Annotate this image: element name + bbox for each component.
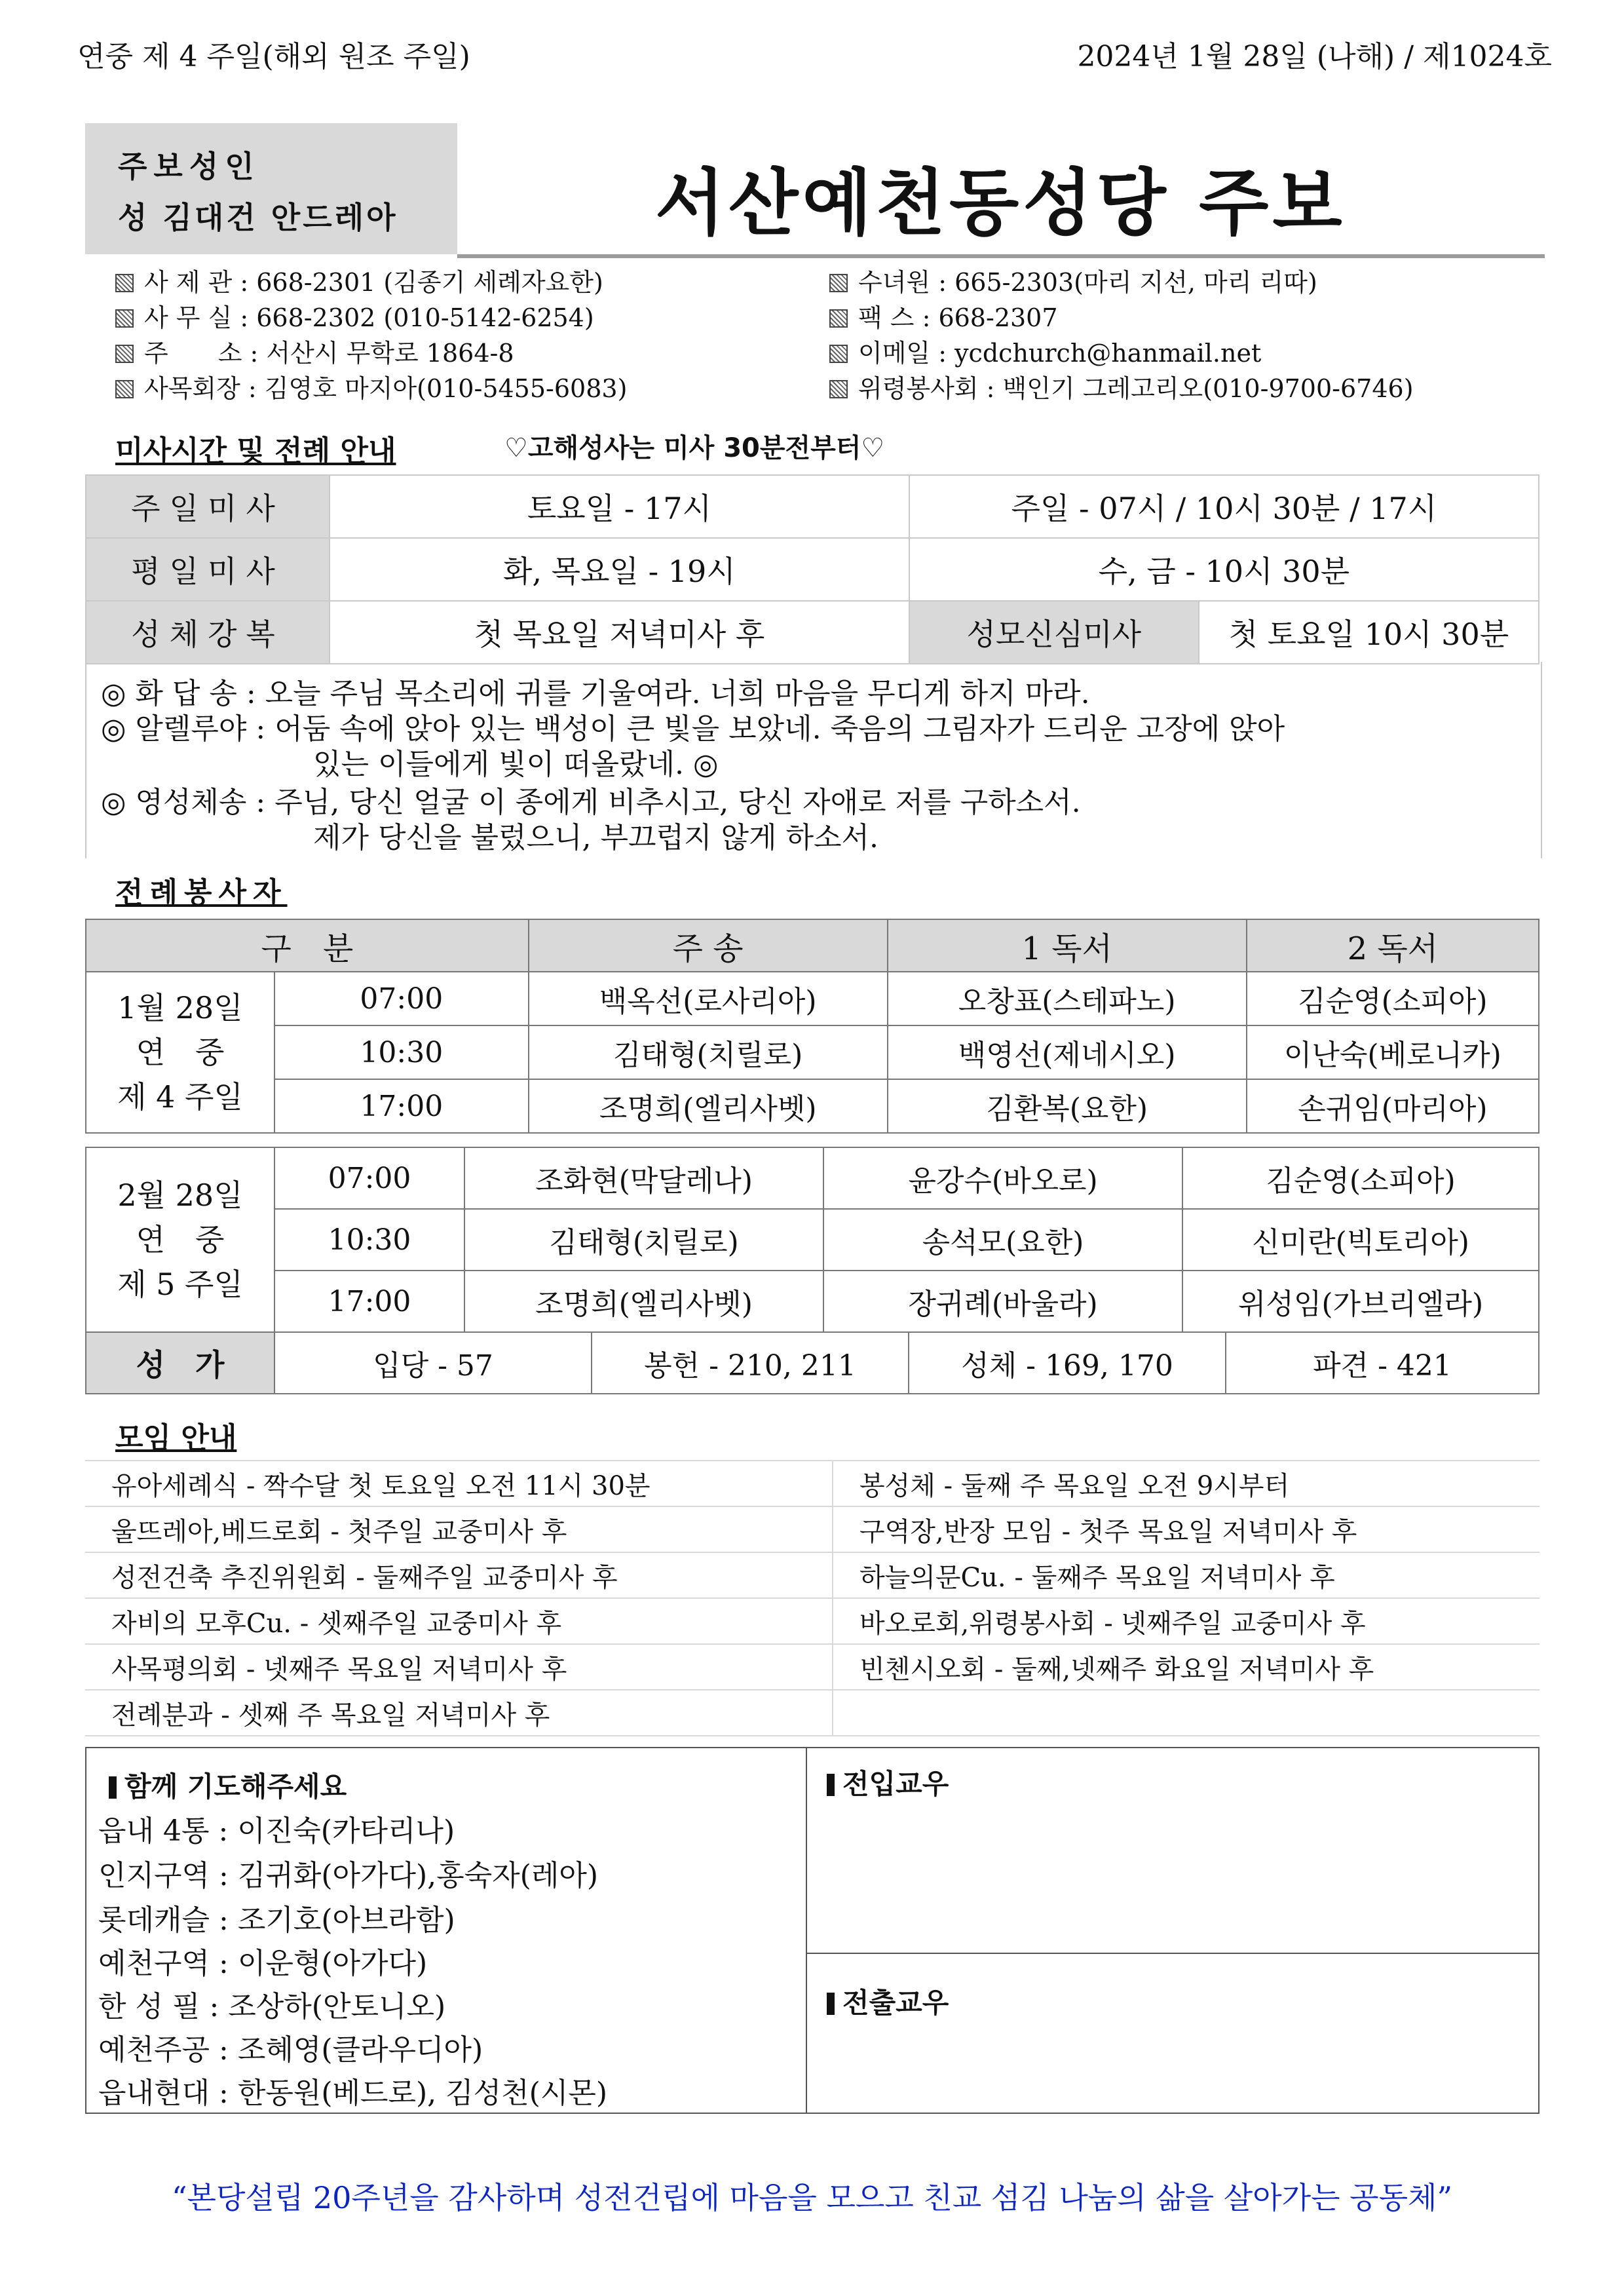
prayer-item: 인지구역 : 김귀화(아가다),홍숙자(레아)	[98, 1859, 599, 1892]
prayer-item: 한 성 필 : 조상하(안토니오)	[98, 1990, 446, 2023]
prayer-item: 읍내현대 : 한동원(베드로), 김성천(시몬)	[98, 2076, 607, 2110]
table-cell: 조명희(엘리사벳)	[464, 1271, 823, 1332]
responsorial-psalm: ◎ 화 답 송 : 오늘 주님 목소리에 귀를 기울여라. 너희 마음을 무디게 하지 마라.	[101, 677, 1090, 710]
meetings-title: 모임 안내	[115, 1421, 237, 1455]
table-cell: 오창표(스테파노)	[888, 972, 1247, 1025]
contact-office: 사 무 실 : 668-2302 (010-5142-6254)	[115, 297, 594, 334]
bullet-bar-icon	[109, 1776, 117, 1799]
box-divider	[807, 1953, 1538, 1954]
issue-date-number: 2024년 1월 28일 (나해) / 제1024호	[1077, 40, 1552, 73]
sunday-mass-saturday: 토요일 - 17시	[330, 475, 909, 538]
meetings-table	[85, 1460, 1539, 1736]
alleluia-verse: ◎ 알렐루야 : 어둠 속에 앉아 있는 백성이 큰 빛을 보았네. 죽음의 그림자가 드리운 고장에 앉아	[101, 712, 1285, 746]
servers-header-category: 구 분	[86, 919, 529, 972]
transfer-out-title: 전출교우	[827, 1981, 949, 2021]
transfer-in-title: 전입교우	[827, 1763, 949, 1802]
marian-mass-label: 성모신심미사	[909, 601, 1199, 664]
list-item: 바오로회,위령봉사회 - 넷째주일 교중미사 후	[833, 1598, 1539, 1644]
table-cell: 조명희(엘리사벳)	[529, 1079, 888, 1133]
hymn-entrance: 입당 - 57	[274, 1332, 592, 1394]
weekday-mass-wed-fri: 수, 금 - 10시 30분	[909, 538, 1539, 601]
table-cell: 이난숙(베로니카)	[1247, 1025, 1539, 1079]
contact-rectory: 사 제 관 : 668-2301 (김종기 세례자요한)	[115, 262, 603, 298]
table-cell: 10:30	[274, 1025, 529, 1079]
table-cell: 김환복(요한)	[888, 1079, 1247, 1133]
list-item: 성전건축 추진위원회 - 둘째주일 교중미사 후	[85, 1552, 833, 1598]
patron-saint-box	[85, 123, 457, 254]
table-cell: 김순영(소피아)	[1247, 972, 1539, 1025]
table-cell: 17:00	[274, 1079, 529, 1133]
weekday-mass-label: 평일미사	[86, 538, 330, 601]
checkbox-icon	[115, 380, 134, 398]
table-cell: 장귀례(바울라)	[823, 1271, 1182, 1332]
alleluia-verse-cont: 있는 이들에게 빛이 떠올랐네. ◎	[313, 748, 719, 781]
list-item	[833, 1690, 1539, 1736]
adoration-label: 성체강복	[86, 601, 330, 664]
list-item: 구역장,반장 모임 - 첫주 목요일 저녁미사 후	[833, 1506, 1539, 1552]
checkbox-icon	[829, 380, 848, 398]
prayer-item: 예천주공 : 조혜영(클라우디아)	[98, 2033, 483, 2067]
psalm-readings-box	[85, 662, 1542, 858]
table-cell: 17:00	[274, 1271, 464, 1332]
checkbox-icon	[829, 274, 848, 292]
checkbox-icon	[115, 345, 134, 363]
contact-convent: 수녀원 : 665-2303(마리 지선, 마리 리따)	[829, 262, 1317, 298]
list-item: 전례분과 - 셋째 주 목요일 저녁미사 후	[85, 1690, 833, 1736]
bullet-bar-icon	[827, 1993, 835, 2015]
table-cell: 김순영(소피아)	[1182, 1147, 1539, 1209]
table-cell: 07:00	[274, 972, 529, 1025]
contact-funeral-ministry: 위령봉사회 : 백인기 그레고리오(010-9700-6746)	[829, 368, 1414, 404]
liturgy-servers-table	[85, 919, 1539, 1134]
servers-title: 전례봉사자	[115, 876, 288, 909]
table-cell: 위성임(가브리엘라)	[1182, 1271, 1539, 1332]
patron-label: 주보성인	[118, 149, 261, 184]
patron-name: 성 김대건 안드레아	[118, 200, 398, 235]
prayer-item: 예천구역 : 이운형(아가다)	[98, 1947, 428, 1980]
hymns-label: 성 가	[86, 1332, 274, 1394]
list-item: 빈첸시오회 - 둘째,넷째주 화요일 저녁미사 후	[833, 1644, 1539, 1690]
servers-header-reading1: 1 독서	[888, 919, 1247, 972]
servers-date-jan28: 1월 28일 연 중 제 4 주일	[86, 972, 274, 1133]
prayer-title: 함께 기도해주세요	[109, 1765, 347, 1805]
contact-email[interactable]: 이메일 : ycdchurch@hanmail.net	[829, 333, 1261, 369]
list-item: 사목평의회 - 넷째주 목요일 저녁미사 후	[85, 1644, 833, 1690]
prayer-item: 롯데캐슬 : 조기호(아브라함)	[98, 1904, 455, 1937]
parish-motto: “본당설립 20주년을 감사하며 성전건립에 마음을 모으고 친교 섬김 나눔의 삶을 살아가는 공동체”	[172, 2180, 1452, 2215]
marian-mass-time: 첫 토요일 10시 30분	[1199, 601, 1539, 664]
hymn-recessional: 파견 - 421	[1226, 1332, 1539, 1394]
bullet-bar-icon	[827, 1774, 835, 1796]
servers-header-reading2: 2 독서	[1247, 919, 1539, 972]
adoration-time: 첫 목요일 저녁미사 후	[330, 601, 909, 664]
list-item: 하늘의문Cu. - 둘째주 목요일 저녁미사 후	[833, 1552, 1539, 1598]
table-cell: 백옥선(로사리아)	[529, 972, 888, 1025]
liturgy-servers-table-2	[85, 1147, 1539, 1333]
title-underline	[457, 254, 1545, 258]
sunday-mass-label: 주일미사	[86, 475, 330, 538]
table-cell: 김태형(치릴로)	[529, 1025, 888, 1079]
table-cell: 07:00	[274, 1147, 464, 1209]
table-cell: 백영선(제네시오)	[888, 1025, 1247, 1079]
list-item: 자비의 모후Cu. - 셋째주일 교중미사 후	[85, 1598, 833, 1644]
table-cell: 윤강수(바오로)	[823, 1147, 1182, 1209]
box-divider	[806, 1747, 807, 2113]
contact-fax: 팩 스 : 668-2307	[829, 297, 1058, 334]
servers-date-feb: 2월 28일 연 중 제 5 주일	[86, 1147, 274, 1332]
bulletin-title: 서산예천동성당 주보	[655, 161, 1346, 245]
servers-header-cantor: 주 송	[529, 919, 888, 972]
sunday-mass-sunday: 주일 - 07시 / 10시 30분 / 17시	[909, 475, 1539, 538]
contact-council-president: 사목회장 : 김영호 마지아(010-5455-6083)	[115, 368, 627, 404]
checkbox-icon	[829, 309, 848, 328]
list-item: 울뜨레아,베드로회 - 첫주일 교중미사 후	[85, 1506, 833, 1552]
table-cell: 10:30	[274, 1209, 464, 1271]
table-cell: 손귀임(마리아)	[1247, 1079, 1539, 1133]
checkbox-icon	[115, 309, 134, 328]
list-item: 유아세례식 - 짝수달 첫 토요일 오전 11시 30분	[85, 1461, 833, 1506]
confession-note: ♡고해성사는 미사 30분전부터♡	[504, 433, 885, 463]
contact-address: 주 소 : 서산시 무학로 1864-8	[115, 333, 514, 369]
checkbox-icon	[829, 345, 848, 363]
table-cell: 신미란(빅토리아)	[1182, 1209, 1539, 1271]
table-cell: 조화현(막달레나)	[464, 1147, 823, 1209]
mass-times-title: 미사시간 및 전례 안내	[115, 434, 396, 468]
hymn-offertory: 봉헌 - 210, 211	[592, 1332, 909, 1394]
table-cell: 김태형(치릴로)	[464, 1209, 823, 1271]
communion-antiphon-cont: 제가 당신을 불렀으니, 부끄럽지 않게 하소서.	[313, 821, 878, 854]
hymn-communion: 성체 - 169, 170	[909, 1332, 1226, 1394]
mass-schedule-table	[85, 474, 1539, 664]
prayer-item: 읍내 4통 : 이진숙(카타리나)	[98, 1814, 455, 1848]
communion-antiphon: ◎ 영성체송 : 주님, 당신 얼굴 이 종에게 비추시고, 당신 자애로 저를 구하소서.	[101, 786, 1081, 819]
checkbox-icon	[115, 274, 134, 292]
table-cell: 송석모(요한)	[823, 1209, 1182, 1271]
weekday-mass-tue-thu: 화, 목요일 - 19시	[330, 538, 909, 601]
issue-liturgical-day: 연중 제 4 주일(해외 원조 주일)	[77, 40, 470, 73]
list-item: 봉성체 - 둘째 주 목요일 오전 9시부터	[833, 1461, 1539, 1506]
hymns-table	[85, 1331, 1539, 1394]
